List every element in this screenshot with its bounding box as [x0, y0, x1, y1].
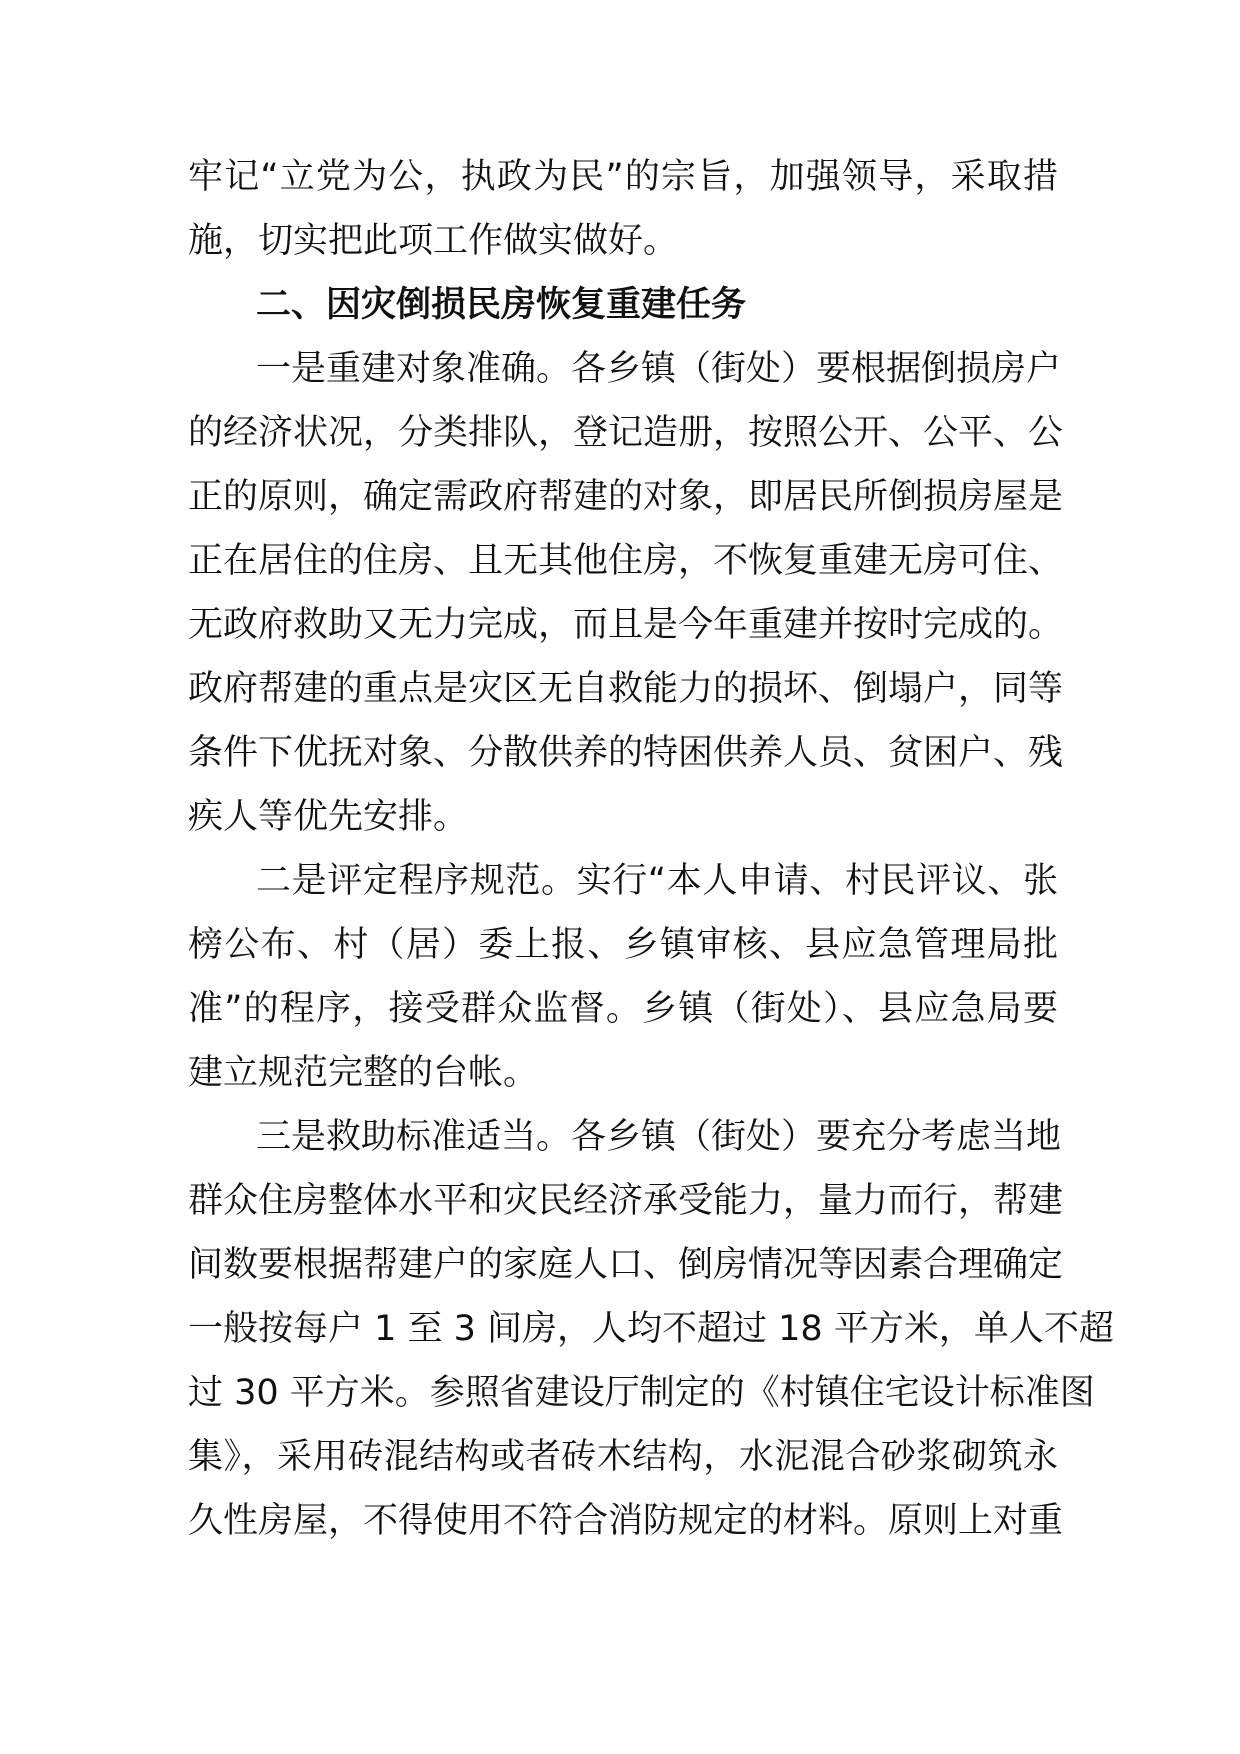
- paragraph-line: 施，切实把此项工作做实做好。: [188, 221, 679, 261]
- paragraph-line: 条件下优抚对象、分散供养的特困供养人员、贫困户、残: [188, 733, 1064, 773]
- paragraph-line: 无政府救助又无力完成，而且是今年重建并按时完成的。: [188, 605, 1064, 645]
- section-heading: 二、因灾倒损民房恢复重建任务: [256, 285, 747, 325]
- paragraph-line: 二是评定程序规范。实行“本人申请、村民评议、张: [256, 861, 1058, 901]
- paragraph-line: 一是重建对象准确。各乡镇（街处）要根据倒损房户: [256, 349, 1062, 389]
- paragraph-line: 过 30 平方米。参照省建设厅制定的《村镇住宅设计标准图: [188, 1373, 1095, 1413]
- paragraph-line: 正的原则，确定需政府帮建的对象，即居民所倒损房屋是: [188, 477, 1064, 517]
- paragraph-line: 集》，采用砖混结构或者砖木结构，水泥混合砂浆砌筑永: [188, 1437, 1058, 1477]
- paragraph-line: 榜公布、村（居）委上报、乡镇审核、县应急管理局批: [188, 925, 1058, 965]
- paragraph-line: 建立规范完整的台帐。: [188, 1053, 539, 1093]
- paragraph-line: 间数要根据帮建户的家庭人口、倒房情况等因素合理确定: [188, 1245, 1064, 1285]
- document-body: [188, 145, 1114, 1553]
- paragraph-line: 疾人等优先安排。: [188, 797, 469, 837]
- paragraph-line: 一般按每户 1 至 3 间房，人均不超过 18 平方米，单人不超: [188, 1309, 1114, 1349]
- paragraph-line: 政府帮建的重点是灾区无自救能力的损坏、倒塌户，同等: [188, 669, 1064, 709]
- paragraph-line: 群众住房整体水平和灾民经济承受能力，量力而行，帮建: [188, 1181, 1064, 1221]
- paragraph-line: 牢记“立党为公，执政为民”的宗旨，加强领导，采取措: [188, 157, 1058, 197]
- paragraph-line: 正在居住的住房、且无其他住房，不恢复重建无房可住、: [188, 541, 1064, 581]
- paragraph-line: 久性房屋，不得使用不符合消防规定的材料。原则上对重: [188, 1501, 1064, 1541]
- paragraph-line: 的经济状况，分类排队，登记造册，按照公开、公平、公: [188, 413, 1064, 453]
- paragraph-line: 三是救助标准适当。各乡镇（街处）要充分考虑当地: [256, 1117, 1062, 1157]
- paragraph-line: 准”的程序，接受群众监督。乡镇（街处）、县应急局要: [188, 989, 1058, 1029]
